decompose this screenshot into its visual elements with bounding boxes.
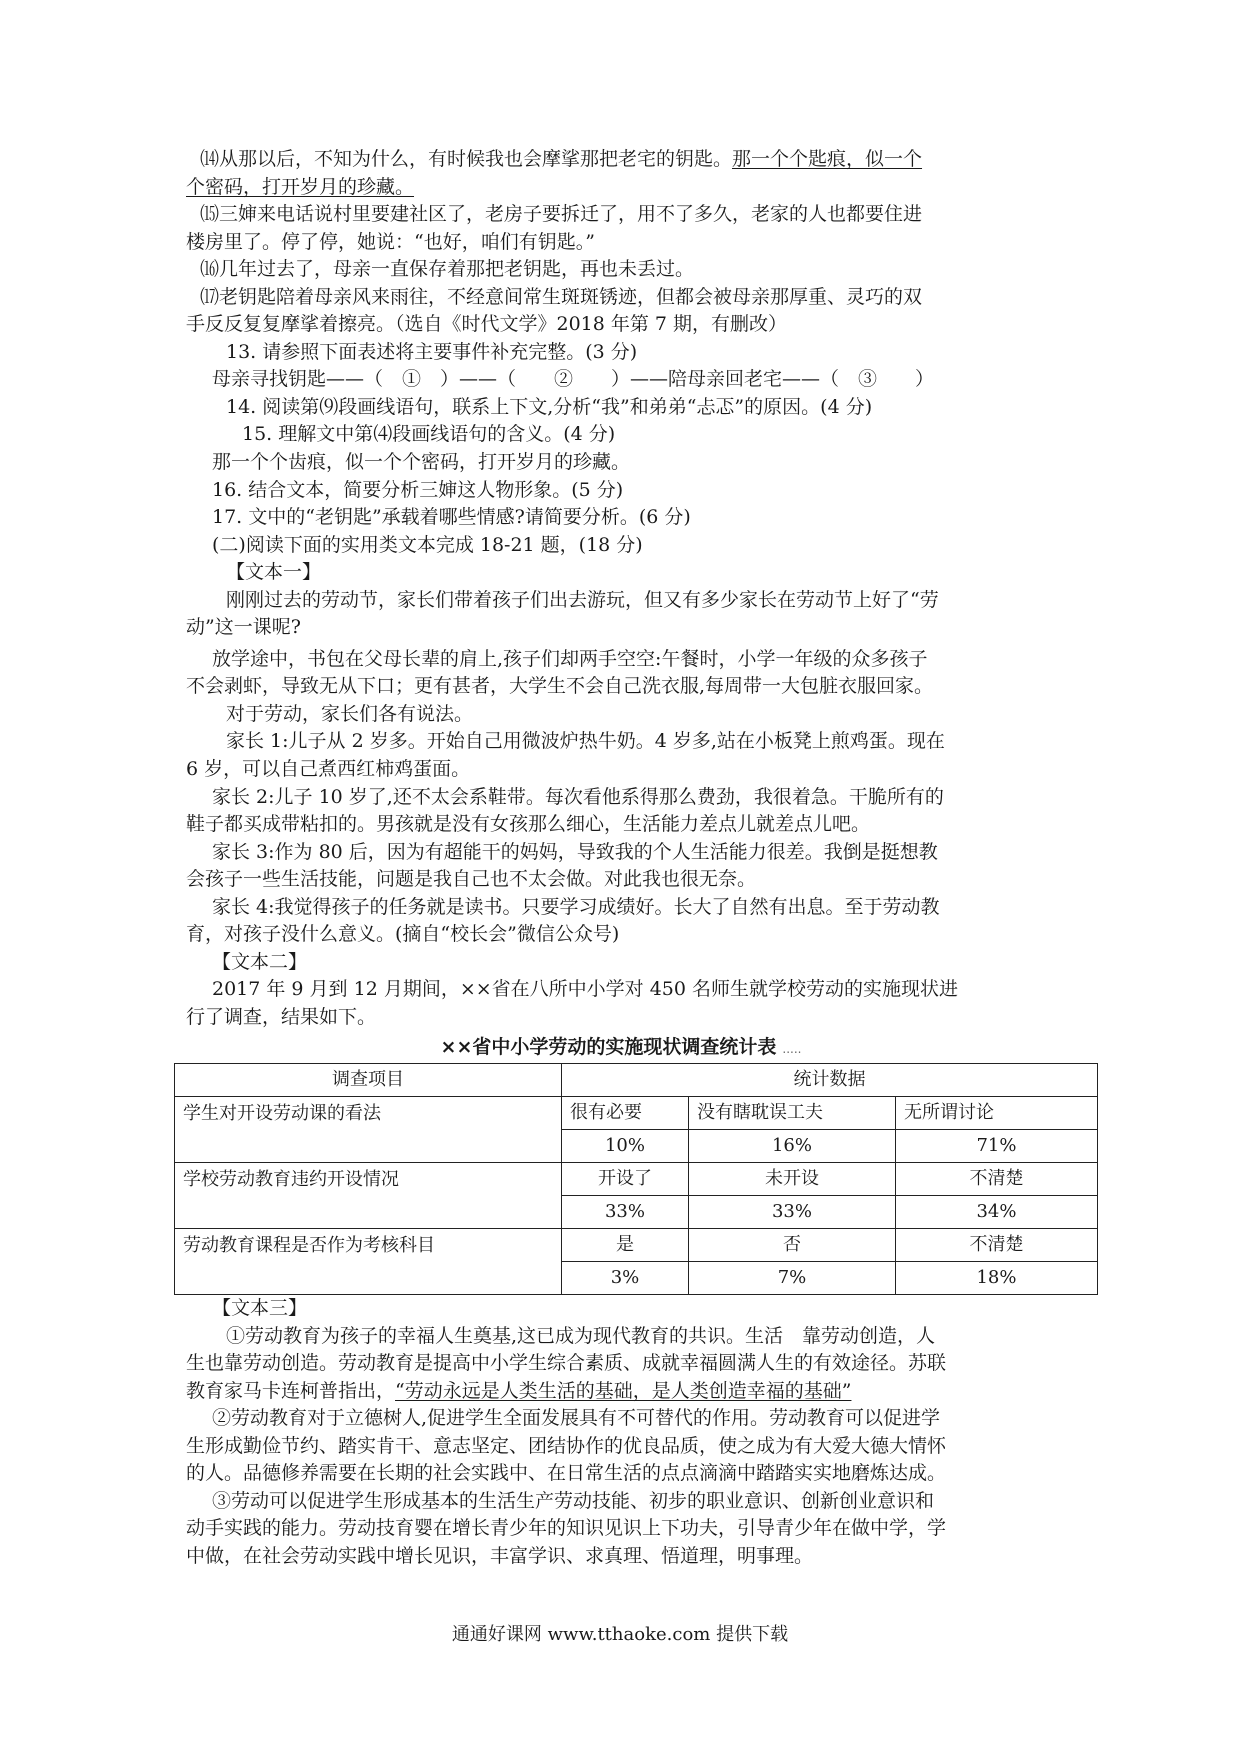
story-paragraph-14 [186,146,1056,174]
story-paragraph-14-cont [186,174,1056,202]
text-3-label: 【文本三】 [212,1297,308,1320]
question-15: 15. 理解文中第⑷段画线语句的含义。(4 分) [242,423,616,446]
table-title-text: ××省中小学劳动的实施现状调查统计表 [440,1035,777,1058]
text-3-paragraph-3-line-2: 动手实践的能力。劳动技育婴在增长青少年的知识见识上下功夫，引导青少年在做中学，学 [186,1517,947,1540]
table-cell: 33% [689,1196,896,1229]
text-1-paragraph-1: 刚刚过去的劳动节，家长们带着孩子们出去游玩，但又有多少家长在劳动节上好了“劳 [226,588,939,611]
text-1-parent-3: 家长 3:作为 80 后，因为有超能干的妈妈，导致我的个人生活能力很差。我倒是挺想教 [212,840,938,863]
text-1-paragraph-2: 放学途中，书包在父母长辈的肩上,孩子们却两手空空:午餐时，小学一年级的众多孩子 [212,647,928,670]
table-title-dots: ..... [782,1041,802,1056]
page-footer: 通通好课网 www.tthaoke.com 提供下载 [451,1624,789,1645]
table-header-stats: 统计数据 [562,1064,1098,1097]
text-3-paragraph-2-line-2: 生形成勤俭节约、踏实肯干、意志坚定、团结协作的优良品质，使之成为有大爱大德大情怀 [186,1434,947,1457]
table-header-row [175,1064,1098,1097]
underlined-sentence-cont: 个密码，打开岁月的珍藏。 [186,175,415,198]
text-2-paragraph-1: 2017 年 9 月到 12 月期间，××省在八所中小学对 450 名师生就学校劳动的实施现状进 [212,978,959,1001]
section-2-heading: (二)阅读下面的实用类文本完成 18-21 题，(18 分) [212,533,643,556]
text-1-paragraph-1-cont: 动”这一课呢? [186,616,301,639]
question-14: 14. 阅读第⑼段画线语句，联系上下文,分析“我”和弟弟“忐忑”的原因。(4 分) [226,395,873,418]
table-cell: 是 [562,1229,689,1262]
story-paragraph-17-cont: 手反反复复摩挲着擦亮。（选自《时代文学》2018 年第 7 期，有删改） [186,313,788,336]
paragraph-text: ⒁从那以后，不知为什么，有时候我也会摩挲那把老宅的钥匙。 [200,148,733,170]
text-1-paragraph-2-cont: 不会剥虾，导致无从下口；更有甚者，大学生不会自己洗衣服,每周带一大包脏衣服回家。 [186,675,934,698]
table-cell: 未开设 [689,1163,896,1196]
table-cell: 16% [689,1130,896,1163]
table-cell: 很有必要 [562,1097,689,1130]
question-13-chain: 母亲寻找钥匙——（ ① ）——（ ② ）——陪母亲回老宅——（ ③ ） [212,368,935,391]
text-1-parent-1: 家长 1:儿子从 2 岁多。开始自己用微波炉热牛奶。4 岁多,站在小板凳上煎鸡蛋。现在 [226,730,945,753]
table-cell: 不清楚 [896,1163,1098,1196]
row-item-label: 学生对开设劳动课的看法 [175,1097,562,1163]
underlined-sentence: 那一个个匙痕，似一个 [732,148,923,170]
table-header-item: 调查项目 [175,1064,562,1097]
table-cell: 3% [562,1262,689,1295]
text-3-paragraph-2: ②劳动教育对于立德树人,促进学生全面发展具有不可替代的作用。劳动教育可以促进学 [212,1407,941,1430]
story-paragraph-15-cont: 楼房里了。停了停，她说：“也好，咱们有钥匙。” [186,230,595,253]
table-cell: 7% [689,1262,896,1295]
paragraph-text: 教育家马卡连柯普指出， [186,1379,396,1402]
table-cell: 18% [896,1262,1098,1295]
table-row [175,1097,1098,1130]
story-paragraph-15: ⒂三婶来电话说村里要建社区了，老房子要拆迁了，用不了多久，老家的人也都要住进 [200,203,923,226]
text-3-paragraph-3: ③劳动可以促进学生形成基本的生活生产劳动技能、初步的职业意识、创新创业意识和 [212,1489,935,1512]
row-item-label: 劳动教育课程是否作为考核科目 [175,1229,562,1295]
table-cell: 33% [562,1196,689,1229]
survey-table [174,1063,1098,1295]
table-cell: 34% [896,1196,1098,1229]
text-2-label: 【文本二】 [212,950,308,973]
text-3-paragraph-1: ①劳动教育为孩子的幸福人生奠基,这已成为现代教育的共识。生活 靠劳动创造，人 [226,1324,936,1347]
story-paragraph-17: ⒄老钥匙陪着母亲风来雨往，不经意间常生斑斑锈迹，但都会被母亲那厚重、灵巧的双 [200,285,923,308]
text-3-paragraph-1-line-2: 生也靠劳动创造。劳动教育是提高中小学生综合素质、成就幸福圆满人生的有效途径。苏联 [186,1352,947,1375]
question-13: 13. 请参照下面表述将主要事件补充完整。(3 分) [226,340,638,363]
text-3-paragraph-1-line-3 [186,1378,1056,1406]
text-1-parent-2-cont: 鞋子都买成带粘扣的。男孩就是没有女孩那么细心，生活能力差点儿就差点儿吧。 [186,813,871,836]
text-1-parent-2: 家长 2:儿子 10 岁了,还不太会系鞋带。每次看他系得那么费劲，我很着急。干脆所有的 [212,785,944,808]
text-2-paragraph-1-cont: 行了调查，结果如下。 [186,1005,377,1028]
question-16: 16. 结合文本，简要分析三婶这人物形象。(5 分) [212,478,624,501]
text-1-parent-3-cont: 会孩子一些生活技能，问题是我自己也不太会做。对此我也很无奈。 [186,868,757,891]
table-cell: 无所谓讨论 [896,1097,1098,1130]
text-3-paragraph-2-line-3: 的人。品德修养需要在长期的社会实践中、在日常生活的点点滴滴中踏踏实实地磨炼达成。 [186,1462,947,1485]
question-17: 17. 文中的“老钥匙”承载着哪些情感?请简要分析。(6 分) [212,506,691,529]
table-cell: 开设了 [562,1163,689,1196]
table-row [175,1229,1098,1262]
table-title [186,1034,1056,1062]
table-cell: 没有瞎耽误工夫 [689,1097,896,1130]
question-15-quote: 那一个个齿痕，似一个个密码，打开岁月的珍藏。 [212,451,631,474]
table-cell: 71% [896,1130,1098,1163]
table-row [175,1163,1098,1196]
text-1-label: 【文本一】 [226,561,322,584]
row-item-label: 学校劳动教育违约开设情况 [175,1163,562,1229]
text-1-parent-4-cont: 育，对孩子没什么意义。(摘自“校长会”微信公众号) [186,923,620,946]
text-1-paragraph-3: 对于劳动，家长们各有说法。 [226,702,474,725]
text-1-parent-4: 家长 4:我觉得孩子的任务就是读书。只要学习成绩好。长大了自然有出息。至于劳动教 [212,895,940,918]
text-3-paragraph-3-line-3: 中做，在社会劳动实践中增长见识，丰富学识、求真理、悟道理，明事理。 [186,1544,814,1567]
text-1-parent-1-cont: 6 岁，可以自己煮西红柿鸡蛋面。 [186,758,471,781]
table-cell: 10% [562,1130,689,1163]
story-paragraph-16: ⒃几年过去了，母亲一直保存着那把老钥匙，再也未丢过。 [200,258,695,281]
document-content [183,146,1056,1571]
underlined-quote: “劳动永远是人类生活的基础，是人类创造幸福的基础” [395,1379,852,1402]
table-cell: 不清楚 [896,1229,1098,1262]
table-cell: 否 [689,1229,896,1262]
